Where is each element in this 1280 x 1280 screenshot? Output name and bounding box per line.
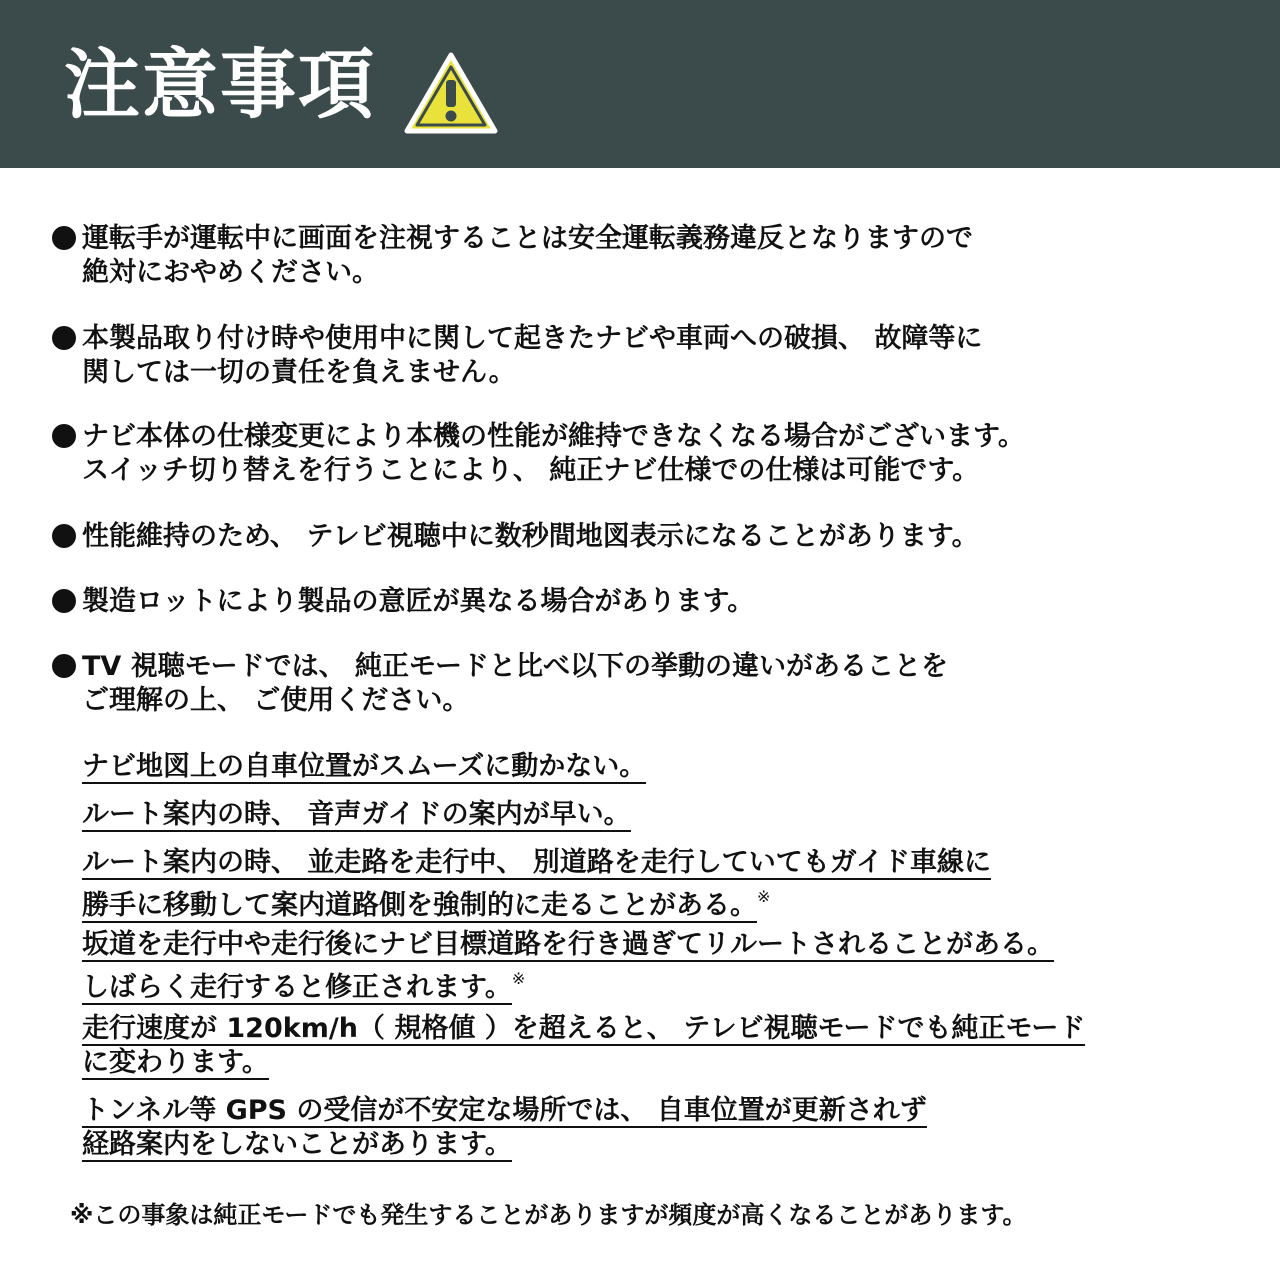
difference-text: トンネル等 GPS の受信が不安定な場所では、 自車位置が更新されず — [82, 1095, 927, 1126]
difference-text: 経路案内をしないことがあります。 — [82, 1129, 512, 1160]
footnote: ※この事象は純正モードでも発生することがありますが頻度が高くなることがあります。 — [70, 1201, 1027, 1229]
notice-item — [52, 585, 754, 619]
notice-item — [52, 322, 982, 390]
notice-item — [52, 650, 948, 718]
notice-text: ナビ本体の仕様変更により本機の性能が維持できなくなる場合がございます。 — [82, 421, 1025, 452]
bullet-icon — [52, 424, 76, 448]
notice-text: 運転手が運転中に画面を注視することは安全運転義務違反となりますので — [82, 223, 973, 254]
bullet-icon — [52, 226, 76, 250]
difference-text: 坂道を走行中や走行後にナビ目標道路を行き過ぎてリルートされることがある。 — [82, 929, 1054, 960]
notice-text: スイッチ切り替えを行うことにより、 純正ナビ仕様での仕様は可能です。 — [82, 455, 980, 486]
notice-text: ご理解の上、 ご使用ください。 — [82, 685, 470, 716]
bullet-icon — [52, 589, 76, 613]
notice-item — [52, 420, 1025, 488]
difference-item — [82, 798, 631, 832]
notice-text: 関しては一切の責任を負えません。 — [82, 357, 516, 388]
difference-item — [82, 750, 646, 784]
difference-text: 勝手に移動して案内道路側を強制的に走ることがある。 — [82, 890, 757, 921]
notice-text: TV 視聴モードでは、 純正モードと比べ以下の挙動の違いがあることを — [82, 651, 948, 682]
difference-text: 走行速度が 120km/h（ 規格値 ）を超えると、 テレビ視聴モードでも純正モード — [82, 1013, 1086, 1044]
difference-item — [82, 846, 991, 923]
bullet-icon — [52, 524, 76, 548]
difference-text: ルート案内の時、 音声ガイドの案内が早い。 — [82, 799, 631, 830]
notice-item — [52, 222, 973, 290]
difference-text: しばらく走行すると修正されます。 — [82, 972, 512, 1003]
page-title: 注意事項 — [64, 40, 376, 129]
difference-text: に変わります。 — [82, 1047, 269, 1078]
notice-item — [52, 520, 979, 554]
notice-text: 性能維持のため、 テレビ視聴中に数秒間地図表示になることがあります。 — [82, 521, 979, 552]
notice-text: 製造ロットにより製品の意匠が異なる場合があります。 — [82, 586, 755, 617]
notice-text: 本製品取り付け時や使用中に関して起きたナビや車両への破損、 故障等に — [82, 323, 983, 354]
difference-text: ナビ地図上の自車位置がスムーズに動かない。 — [82, 751, 647, 782]
notice-text: 絶対におやめください。 — [82, 257, 379, 288]
difference-item — [82, 1012, 1085, 1080]
note-mark: ※ — [757, 887, 771, 906]
difference-item — [82, 928, 1054, 1005]
bullet-icon — [52, 654, 76, 678]
difference-item — [82, 1094, 927, 1162]
difference-text: ルート案内の時、 並走路を走行中、 別道路を走行していてもガイド車線に — [82, 847, 991, 878]
note-mark: ※ — [511, 969, 526, 988]
bullet-icon — [52, 326, 76, 350]
